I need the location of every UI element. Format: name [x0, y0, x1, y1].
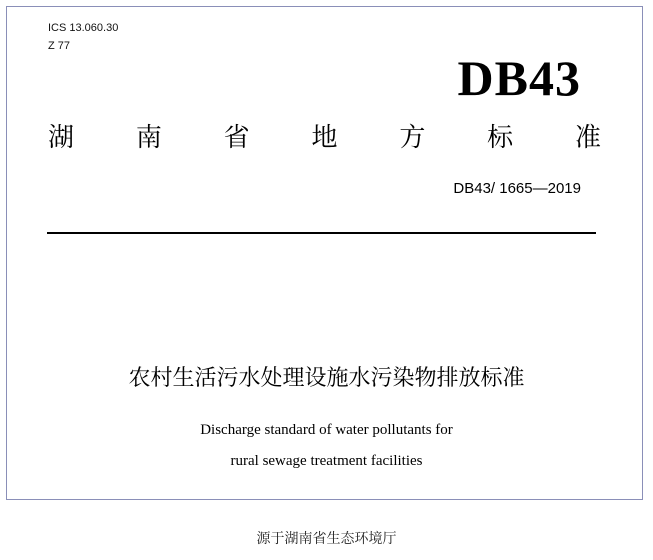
standard-number: DB43/ 1665—2019: [453, 180, 581, 197]
db-code: DB43: [457, 50, 581, 106]
standard-type-title: [48, 121, 601, 155]
title-english-line-1: Discharge standard of water pollutants for: [200, 422, 453, 438]
standard-type-char: 南: [135, 123, 162, 153]
classification-code: Z 77: [48, 40, 71, 52]
ics-code: ICS 13.060.30: [48, 22, 119, 34]
title-chinese: 农村生活污水处理设施水污染物排放标准: [128, 366, 525, 391]
standard-type-char: 准: [574, 123, 601, 153]
image-caption: 源于湖南省生态环境厅: [256, 531, 397, 547]
title-english-line-2: rural sewage treatment facilities: [230, 453, 423, 469]
standard-type-char: 地: [311, 123, 338, 153]
standard-type-char: 湖: [48, 123, 75, 153]
standard-type-char: 标: [487, 123, 514, 153]
standard-type-char: 省: [223, 123, 250, 153]
divider: [47, 232, 596, 234]
standard-type-char: 方: [399, 123, 426, 153]
